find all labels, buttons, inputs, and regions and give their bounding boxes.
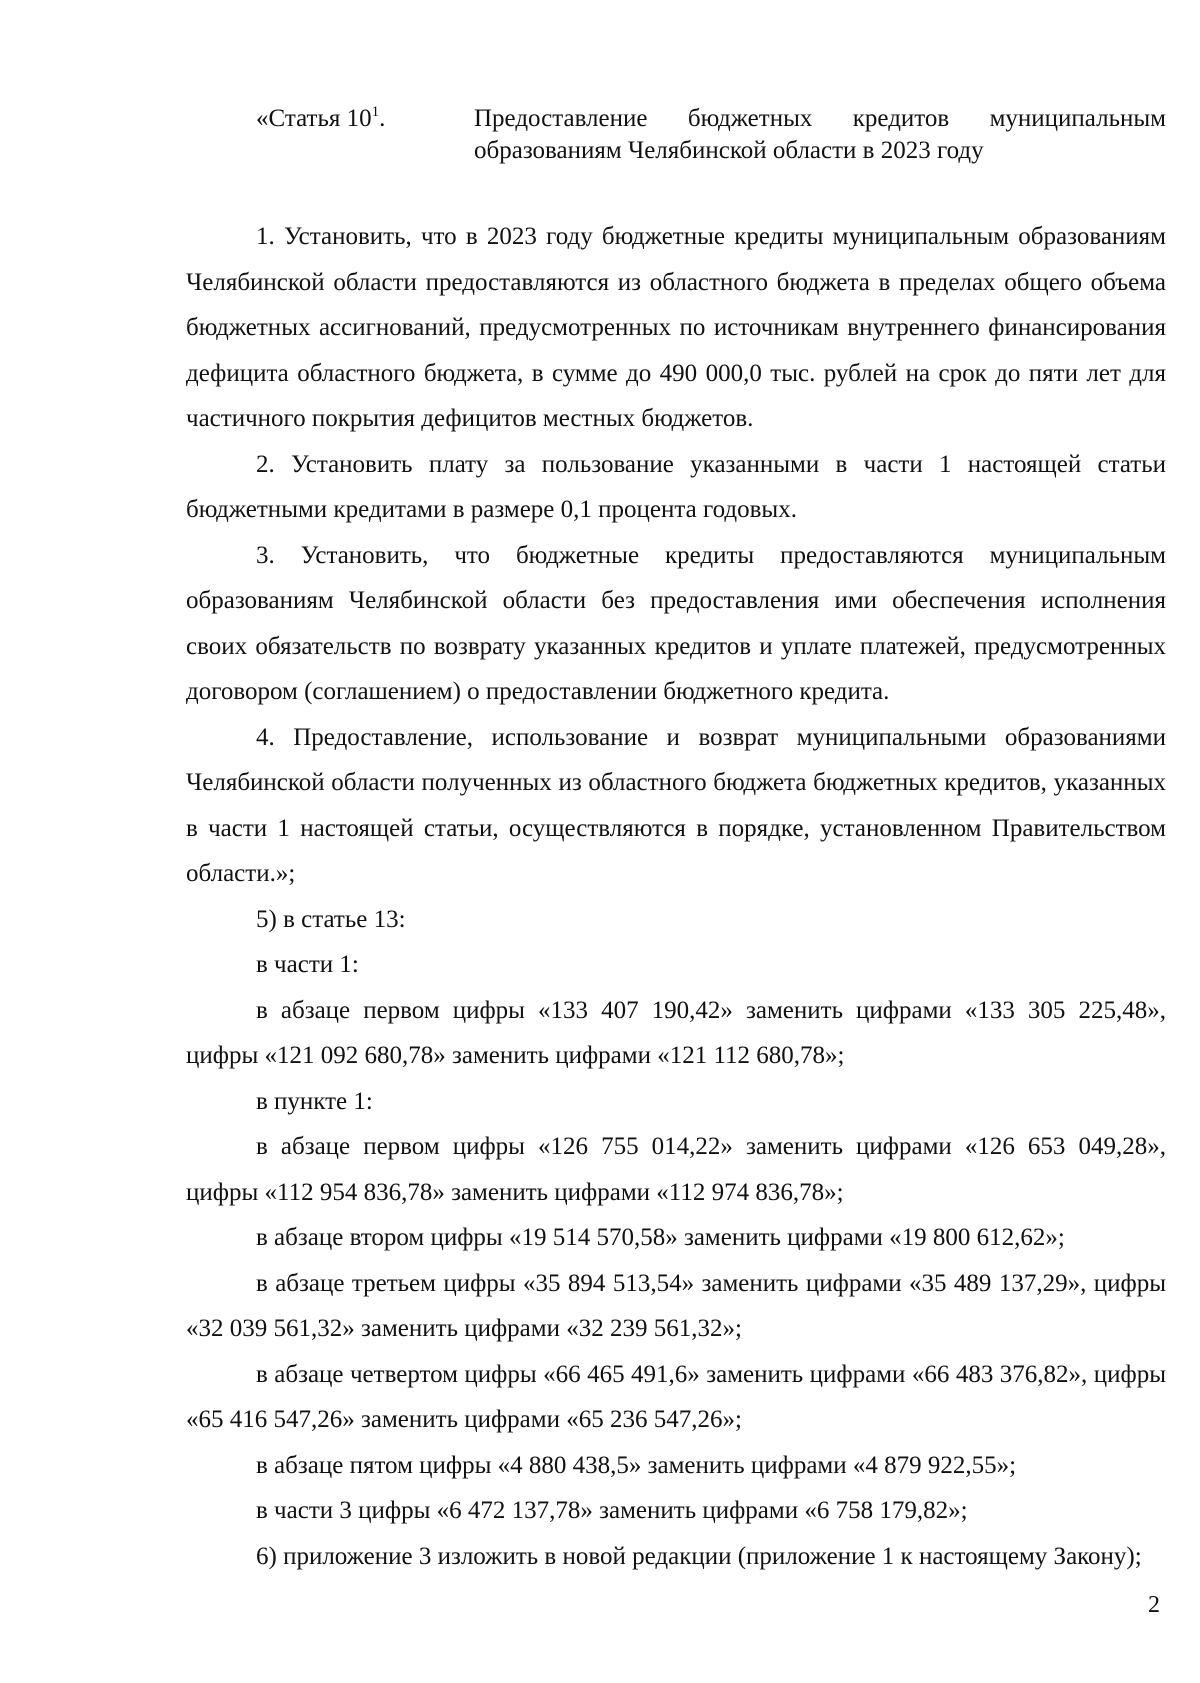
article-number-superscript: 1	[371, 104, 380, 120]
article-number-suffix: .	[379, 105, 386, 132]
article-title: Предоставление бюджетных кредитов муниципальным образованиям Челябинской области в 2023 году	[474, 105, 1166, 164]
paragraph: 6) приложение 3 изложить в новой редакции (приложение 1 к настоящему Закону);	[256, 1542, 1142, 1570]
article-body	[186, 214, 1166, 1579]
paragraph: в абзаце третьем цифры «35 894 513,54» заменить цифрами «35 489 137,29», цифры «32 039 561,32» заменить цифрами «32 239 561,32»;	[186, 1269, 1166, 1342]
paragraph: в абзаце первом цифры «133 407 190,42» заменить цифрами «133 305 225,48», цифры «121 092 680,78» заменить цифрами «121 112 680,78»;	[186, 996, 1166, 1069]
paragraph: в абзаце втором цифры «19 514 570,58» заменить цифрами «19 800 612,62»;	[256, 1224, 1065, 1251]
paragraph: 3. Установить, что бюджетные кредиты предоставляются муниципальным образованиям Челябинской области без предоставления ими обеспечения исполнения своих обязательств по возврату указанных кредитов и уплате платежей, предусмотренных договором (соглашением) о предоставлении бюджетного кредита.	[186, 541, 1166, 705]
paragraph: 5) в статье 13:	[256, 905, 406, 933]
paragraph: 1. Установить, что в 2023 году бюджетные кредиты муниципальным образованиям Челябинской области предоставляются из областного бюджета в пределах общего объема бюджетных ассигнований, предусмотренных по источникам внутреннего финансирования дефицита областного бюджета, в сумме до 490 000,0 тыс. рублей на срок до пяти лет для частичного покрытия дефицитов местных бюджетов.	[186, 223, 1166, 432]
paragraph: в абзаце пятом цифры «4 880 438,5» заменить цифрами «4 879 922,55»;	[256, 1451, 1017, 1479]
article-number	[256, 103, 385, 135]
paragraph: в абзаце четвертом цифры «66 465 491,6» заменить цифрами «66 483 376,82», цифры «65 416 547,26» заменить цифрами «65 236 547,26»;	[186, 1360, 1166, 1433]
paragraph: в части 3 цифры «6 472 137,78» заменить цифрами «6 758 179,82»;	[256, 1497, 968, 1524]
paragraph: в пункте 1:	[256, 1087, 373, 1115]
paragraph: в части 1:	[256, 951, 359, 978]
paragraph: 4. Предоставление, использование и возврат муниципальными образованиями Челябинской области полученных из областного бюджета бюджетных кредитов, указанных в части 1 настоящей статьи, осуществляются в порядке, установленном Правительством области.»;	[186, 723, 1166, 887]
article-number-text: «Статья 10	[256, 105, 372, 132]
paragraph: в абзаце первом цифры «126 755 014,22» заменить цифрами «126 653 049,28», цифры «112 954 836,78» заменить цифрами «112 974 836,78»;	[186, 1133, 1166, 1206]
paragraph: 2. Установить плату за пользование указанными в части 1 настоящей статьи бюджетными кредитами в размере 0,1 процента годовых.	[186, 450, 1166, 523]
page-number: 2	[1148, 1592, 1160, 1618]
